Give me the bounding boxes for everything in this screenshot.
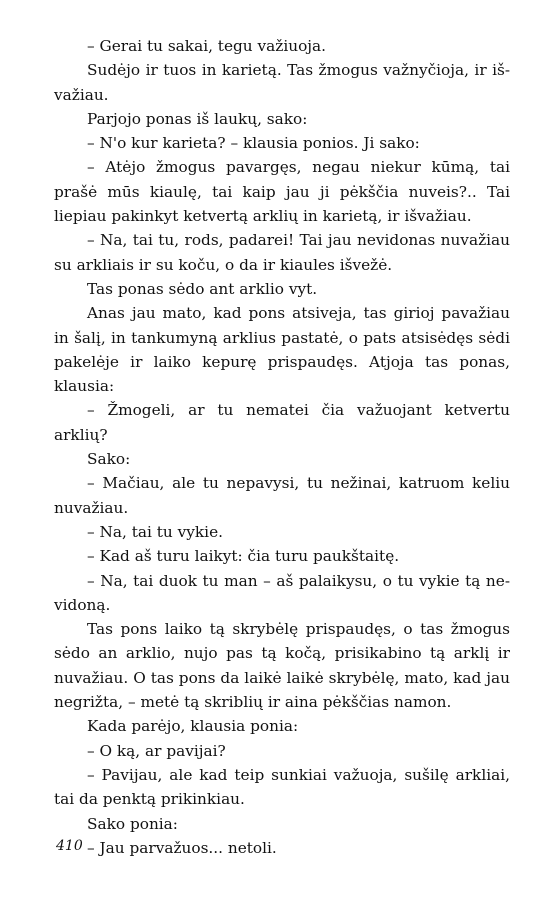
paragraph: – Na, tai duok tu man – aš palaikysu, o tu vykie tą nevidoną. [54,571,510,614]
paragraph: – Kad aš turu laikyt: čia turu paukštaitę. [87,547,400,566]
paragraph: – Na, tai tu, rods, padarei! Tai jau nevidonas nuvažiau su arkliais ir su koču, o da ir kiaules išvežė. [54,231,510,274]
paragraph: – O ką, ar pavijai? [87,741,226,760]
paragraph: Sako ponia: [87,814,178,833]
paragraph: Parjojo ponas iš laukų, sako: [87,109,308,128]
paragraph: – Žmogeli, ar tu nematei čia važuojant ketvertu arklių? [54,401,510,444]
body-text [54,34,510,860]
paragraph: – N'o kur karieta? – klausia ponios. Ji sako: [87,134,420,153]
paragraph: Anas jau mato, kad pons atsiveja, tas girioj pavažiau in šalį, in tankumyną arklius pastatė, o pats atsisėdęs sėdi pakelėje ir laiko kepurę prispaudęs. Atjoja tas ponas, klausia: [54,304,510,396]
paragraph: – Gerai tu sakai, tegu važiuoja. [87,37,327,55]
paragraph: – Na, tai tu vykie. [87,522,223,541]
paragraph: – Jau parvažuos... netoli. [87,838,277,857]
paragraph: Kada parėjo, klausia ponia: [87,717,299,736]
page-number: 410 [56,838,83,854]
paragraph: Tas ponas sėdo ant arklio vyt. [87,279,318,298]
paragraph: Tas pons laiko tą skrybėlę prispaudęs, o tas žmogus sėdo an arklio, nujo pas tą kočą, prisikabino tą arklį ir nuvažiau. O tas pons da laikė laikė skrybėlę, mato, kad jau negrižta, – metė tą skriblių ir aina pėkščias namon. [54,620,510,712]
paragraph: Sudėjo ir tuos in karietą. Tas žmogus važnyčioja, ir išvažiau. [54,61,510,104]
paragraph: Sako: [87,450,131,469]
paragraph: – Pavijau, ale kad teip sunkiai važuoja, sušilę arkliai, tai da penktą prikinkiau. [54,765,510,809]
paragraph: – Atėjo žmogus pavargęs, negau niekur kūmą, tai prašė mūs kiaulę, tai kaip jau ji pėkščia nuveis?.. Tai liepiau pakinkyt ketvertą arklių in karietą, ir išvažiau. [54,158,510,226]
paragraph: – Mačiau, ale tu nepavysi, tu nežinai, katruom keliu nuvažiau. [54,474,510,517]
